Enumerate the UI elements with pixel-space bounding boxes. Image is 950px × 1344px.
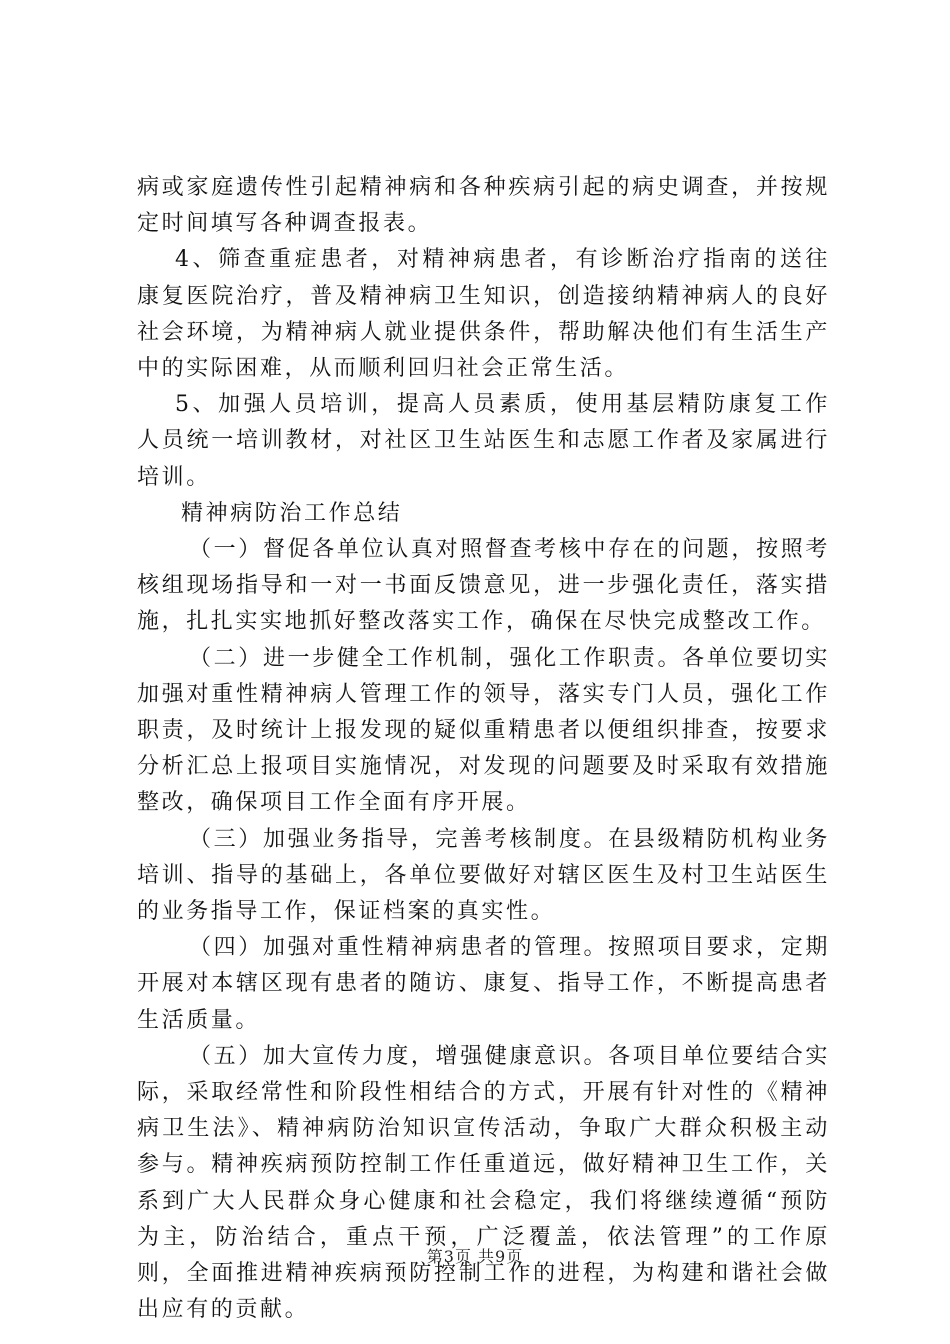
section-heading: 精神病防治工作总结 bbox=[181, 500, 403, 526]
paragraph-item-4: 4、筛查重症患者，对精神病患者，有诊断治疗指南的送往康复医院治疗，普及精神病卫生知识，创造接纳精神病人的良好社会环境，为精神病人就业提供条件，帮助解决他们有生活生产中的实际困难，从而顺利回归社会正常生活。 bbox=[137, 247, 830, 382]
paragraph-section-5: （五）加大宣传力度，增强健康意识。各项目单位要结合实际，采取经常性和阶段性相结合的方式，开展有针对性的《精神病卫生法》、精神病防治知识宣传活动，争取广大群众积极主动参与。精神疾病预防控制工作任重道远，做好精神卫生工作，关系到广大人民群众身心健康和社会稳定，我们将继续遵循“预防为主，防治结合，重点干预，广泛覆盖，依法管理”的工作原则，全面推进精神疾病预防控制工作的进程，为构建和谐社会做出应有的贡献。 bbox=[137, 1043, 830, 1323]
paragraph-section-1: （一）督促各单位认真对照督查考核中存在的问题，按照考核组现场指导和一对一书面反馈意见，进一步强化责任，落实措施，扎扎实实地抓好整改落实工作，确保在尽快完成整改工作。 bbox=[137, 537, 830, 635]
paragraph-continuation: 病或家庭遗传性引起精神病和各种疾病引起的病史调查，并按规定时间填写各种调查报表。 bbox=[137, 175, 830, 237]
paragraph-item-5: 5、加强人员培训，提高人员素质，使用基层精防康复工作人员统一培训教材，对社区卫生站医生和志愿工作者及家属进行培训。 bbox=[137, 392, 830, 490]
paragraph-section-2: （二）进一步健全工作机制，强化工作职责。各单位要切实加强对重性精神病人管理工作的领导，落实专门人员，强化工作职责，及时统计上报发现的疑似重精患者以便组织排查，按要求分析汇总上报项目实施情况，对发现的问题要及时采取有效措施整改，确保项目工作全面有序开展。 bbox=[137, 645, 830, 816]
paragraph-section-3: （三）加强业务指导，完善考核制度。在县级精防机构业务培训、指导的基础上，各单位要做好对辖区医生及村卫生站医生的业务指导工作，保证档案的真实性。 bbox=[137, 826, 830, 925]
paragraph-section-4: （四）加强对重性精神病患者的管理。按照项目要求，定期开展对本辖区现有患者的随访、康复、指导工作，不断提高患者生活质量。 bbox=[137, 935, 830, 1033]
document-body bbox=[137, 170, 830, 1329]
page-number-footer: 第3页 共9页 bbox=[426, 1247, 524, 1266]
